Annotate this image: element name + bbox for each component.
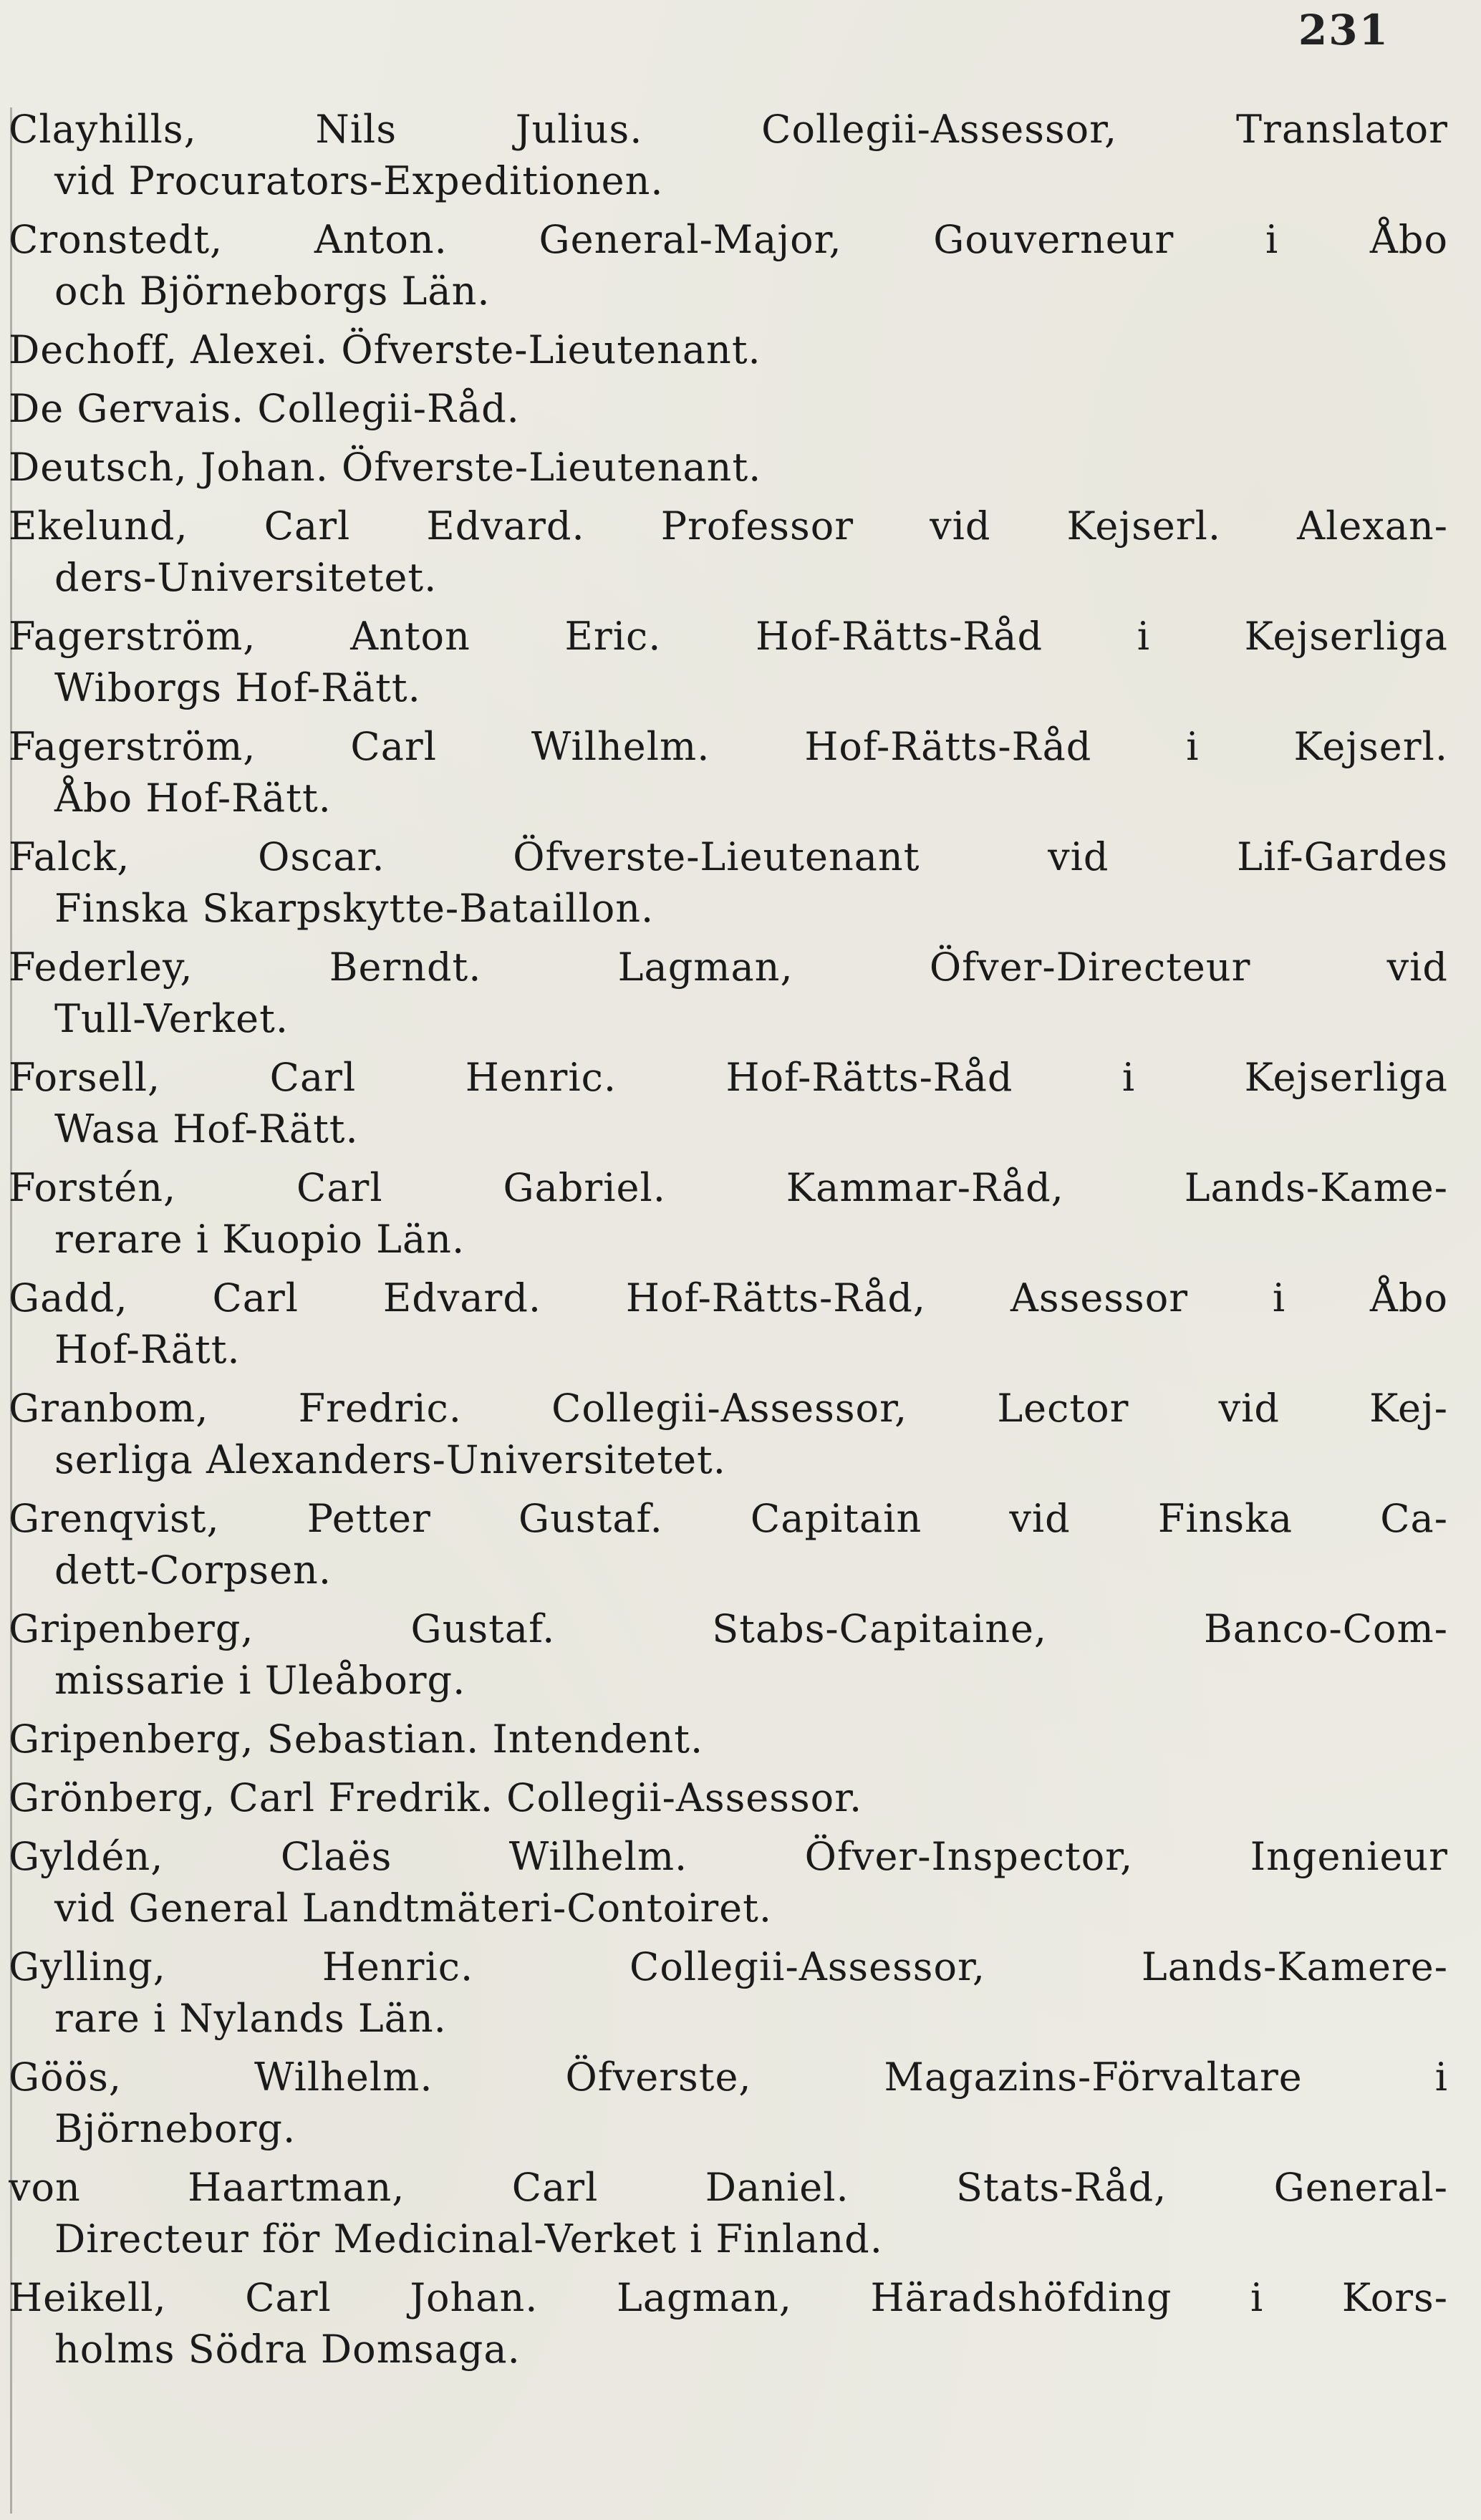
entry-line: Dechoff, Alexei. Öfverste-Lieutenant. xyxy=(9,327,761,372)
register-entry xyxy=(9,1162,1448,1265)
entry-line: Fagerström, Carl Wilhelm. Hof-Rätts-Råd i Kejserl. xyxy=(9,724,1448,769)
register-entry xyxy=(9,942,1448,1045)
entry-line: Falck, Oscar. Öfverste-Lieutenant vid Lif-Gardes xyxy=(9,834,1448,879)
register-entry xyxy=(9,1273,1448,1376)
entry-line: von Haartman, Carl Daniel. Stats-Råd, General- xyxy=(9,2165,1448,2210)
register-entry xyxy=(9,214,1448,317)
register-entry xyxy=(9,2162,1448,2265)
register-entry xyxy=(9,1941,1448,2045)
entry-line: vid General Landtmäteri-Contoiret. xyxy=(54,1886,772,1931)
entry-line: Forstén, Carl Gabriel. Kammar-Råd, Lands-Kame- xyxy=(9,1165,1448,1210)
entry-line: Björneborg. xyxy=(54,2106,296,2151)
entry-line: vid Procurators-Expeditionen. xyxy=(54,158,664,203)
register-entry xyxy=(9,1052,1448,1155)
register-entry-list xyxy=(9,104,1448,2383)
entry-line: Gripenberg, Sebastian. Intendent. xyxy=(9,1717,704,1762)
entry-line: Tull-Verket. xyxy=(54,996,289,1041)
entry-line: De Gervais. Collegii-Råd. xyxy=(9,386,520,431)
entry-line: Åbo Hof-Rätt. xyxy=(54,776,332,821)
entry-line: rare i Nylands Län. xyxy=(54,1996,447,2041)
register-entry xyxy=(9,2272,1448,2375)
register-entry xyxy=(9,1714,1448,1765)
entry-line: Deutsch, Johan. Öfverste-Lieutenant. xyxy=(9,445,762,490)
entry-line: holms Södra Domsaga. xyxy=(54,2327,521,2372)
entry-line: Finska Skarpskytte-Bataillon. xyxy=(54,886,655,931)
entry-line: Cronstedt, Anton. General-Major, Gouverneur i Åbo xyxy=(9,217,1448,262)
entry-line: Grönberg, Carl Fredrik. Collegii-Assessor. xyxy=(9,1775,863,1820)
page-number: 231 xyxy=(1298,6,1389,54)
entry-line: Ekelund, Carl Edvard. Professor vid Kejserl. Alexan- xyxy=(9,503,1448,549)
entry-line: dett-Corpsen. xyxy=(54,1548,332,1593)
register-entry xyxy=(9,324,1448,376)
register-entry xyxy=(9,1772,1448,1824)
entry-line: Clayhills, Nils Julius. Collegii-Assessor, Translator xyxy=(9,107,1448,152)
entry-line: Gylling, Henric. Collegii-Assessor, Lands-Kamere- xyxy=(9,1944,1448,1989)
entry-line: Göös, Wilhelm. Öfverste, Magazins-Förvaltare i xyxy=(9,2055,1448,2100)
entry-line: Heikell, Carl Johan. Lagman, Häradshöfding i Kors- xyxy=(9,2275,1448,2320)
register-entry xyxy=(9,104,1448,207)
register-entry xyxy=(9,2052,1448,2155)
entry-line: Hof-Rätt. xyxy=(54,1327,241,1372)
entry-line: missarie i Uleåborg. xyxy=(54,1658,466,1703)
register-entry xyxy=(9,1493,1448,1596)
entry-line: Wiborgs Hof-Rätt. xyxy=(54,665,421,710)
register-entry xyxy=(9,611,1448,714)
entry-line: Granbom, Fredric. Collegii-Assessor, Lector vid Kej- xyxy=(9,1386,1448,1431)
register-entry xyxy=(9,1603,1448,1706)
register-entry xyxy=(9,442,1448,493)
entry-line: rerare i Kuopio Län. xyxy=(54,1217,465,1262)
entry-line: Gripenberg, Gustaf. Stabs-Capitaine, Banco-Com- xyxy=(9,1606,1448,1651)
entry-line: Grenqvist, Petter Gustaf. Capitain vid Finska Ca- xyxy=(9,1496,1448,1541)
entry-line: Forsell, Carl Henric. Hof-Rätts-Råd i Kejserliga xyxy=(9,1055,1448,1100)
register-entry xyxy=(9,721,1448,824)
entry-line: Gadd, Carl Edvard. Hof-Rätts-Råd, Assessor i Åbo xyxy=(9,1275,1448,1321)
entry-line: och Björneborgs Län. xyxy=(54,269,491,314)
entry-line: Gyldén, Claës Wilhelm. Öfver-Inspector, Ingenieur xyxy=(9,1834,1448,1879)
register-entry xyxy=(9,831,1448,935)
register-entry xyxy=(9,383,1448,435)
entry-line: serliga Alexanders-Universitetet. xyxy=(54,1437,726,1482)
entry-line: Directeur för Medicinal-Verket i Finland. xyxy=(54,2216,883,2261)
register-entry xyxy=(9,1383,1448,1486)
entry-line: Wasa Hof-Rätt. xyxy=(54,1106,359,1152)
entry-line: Fagerström, Anton Eric. Hof-Rätts-Råd i Kejserliga xyxy=(9,614,1448,659)
register-entry xyxy=(9,1831,1448,1934)
register-entry xyxy=(9,501,1448,604)
entry-line: Federley, Berndt. Lagman, Öfver-Directeur vid xyxy=(9,945,1448,990)
entry-line: ders-Universitetet. xyxy=(54,555,438,600)
